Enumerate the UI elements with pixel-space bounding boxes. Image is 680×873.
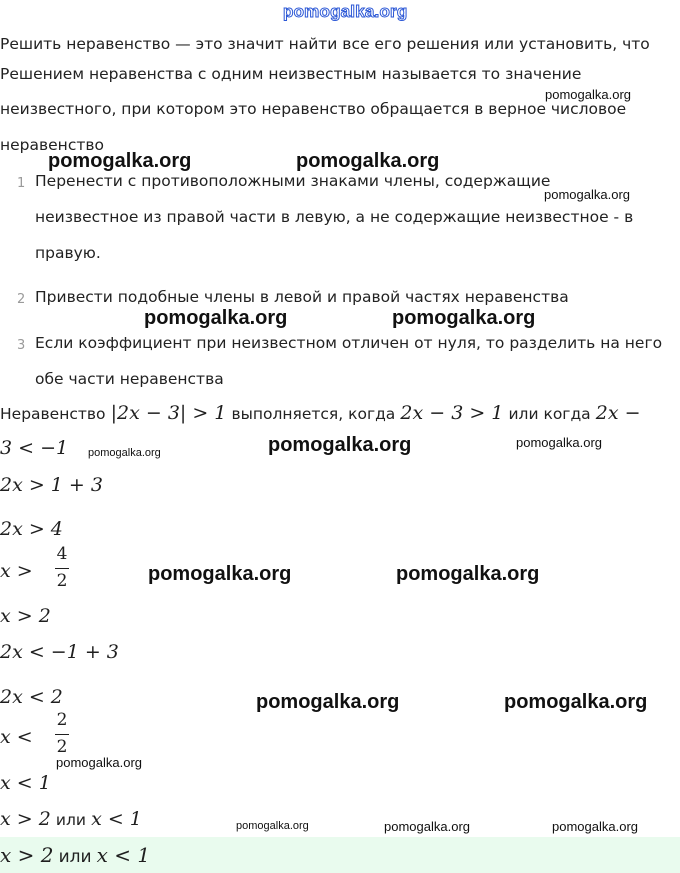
step-number: 1 bbox=[17, 176, 26, 191]
fraction-denominator: 2 bbox=[56, 571, 68, 591]
inequality-case-2-end: 3 < −1 bbox=[0, 437, 69, 459]
watermark: pomogalka.org bbox=[236, 820, 309, 832]
step-2-line-1: Привести подобные члены в левой и правой частях неравенства bbox=[35, 288, 569, 306]
watermark: pomogalka.org bbox=[268, 434, 412, 456]
statement-middle: выполняется, когда bbox=[231, 405, 396, 423]
watermark: pomogalka.org bbox=[148, 563, 292, 585]
statement-prefix: Неравенство bbox=[0, 405, 106, 423]
watermark: pomogalka.org bbox=[552, 819, 638, 834]
solution-9-a: x > 2 bbox=[0, 808, 51, 830]
step-3-line-2: обе части неравенства bbox=[35, 370, 224, 388]
fraction-denominator: 2 bbox=[56, 737, 68, 757]
solution-line-6: 2x < 2 bbox=[0, 686, 63, 708]
solution-line-7-lhs: x < bbox=[0, 726, 33, 748]
watermark: pomogalka.org bbox=[48, 150, 192, 172]
fraction-bar bbox=[55, 568, 69, 569]
answer-or: или bbox=[58, 847, 92, 867]
inequality-case-1: 2x − 3 > 1 bbox=[400, 402, 504, 424]
solution-line-2: 2x > 4 bbox=[0, 518, 63, 540]
watermark: pomogalka.org bbox=[516, 435, 602, 450]
watermark: pomogalka.org bbox=[392, 307, 536, 329]
solution-line-9 bbox=[0, 808, 142, 830]
answer-b: x < 1 bbox=[96, 843, 151, 867]
intro-line-1: Решить неравенство — это значит найти все его решения или установить, что bbox=[0, 35, 650, 53]
watermark: pomogalka.org bbox=[544, 187, 630, 202]
watermark: pomogalka.org bbox=[396, 563, 540, 585]
inequality-case-2-start: 2x − bbox=[595, 402, 641, 424]
step-1-line-1: Перенести с противоположными знаками члены, содержащие bbox=[35, 172, 551, 190]
solution-line-4: x > 2 bbox=[0, 605, 51, 627]
fraction-numerator: 4 bbox=[56, 544, 68, 564]
watermark: pomogalka.org bbox=[504, 691, 648, 713]
solution-line-1: 2x > 1 + 3 bbox=[0, 474, 103, 496]
step-number: 3 bbox=[17, 338, 26, 353]
statement-line bbox=[0, 402, 641, 424]
watermark: pomogalka.org bbox=[144, 307, 288, 329]
inequality-abs: |2x − 3| > 1 bbox=[110, 402, 227, 424]
watermark-top: pomogalka.org bbox=[283, 2, 408, 21]
step-1-line-2: неизвестное из правой части в левую, а не содержащие неизвестное - в bbox=[35, 208, 634, 226]
answer-a: x > 2 bbox=[0, 843, 54, 867]
step-number: 2 bbox=[17, 292, 26, 307]
solution-9-b: x < 1 bbox=[91, 808, 142, 830]
solution-9-or: или bbox=[55, 811, 86, 829]
fraction-bar bbox=[55, 734, 69, 735]
solution-line-8: x < 1 bbox=[0, 772, 51, 794]
watermark: pomogalka.org bbox=[56, 755, 142, 770]
intro-line-2: Решением неравенства с одним неизвестным называется то значение bbox=[0, 65, 582, 83]
watermark: pomogalka.org bbox=[545, 87, 631, 102]
step-3-line-1: Если коэффициент при неизвестном отличен от нуля, то разделить на него bbox=[35, 334, 663, 352]
answer-line bbox=[0, 843, 150, 867]
intro-line-4: неравенство bbox=[0, 136, 104, 154]
step-1-line-3: правую. bbox=[35, 244, 101, 262]
watermark: pomogalka.org bbox=[296, 150, 440, 172]
watermark: pomogalka.org bbox=[256, 691, 400, 713]
fraction-numerator: 2 bbox=[56, 710, 68, 730]
intro-line-3: неизвестного, при котором это неравенство обращается в верное числовое bbox=[0, 100, 627, 118]
solution-line-5: 2x < −1 + 3 bbox=[0, 641, 119, 663]
watermark: pomogalka.org bbox=[88, 447, 161, 459]
statement-or-when: или когда bbox=[508, 405, 591, 423]
solution-line-3-lhs: x > bbox=[0, 560, 33, 582]
watermark: pomogalka.org bbox=[384, 819, 470, 834]
